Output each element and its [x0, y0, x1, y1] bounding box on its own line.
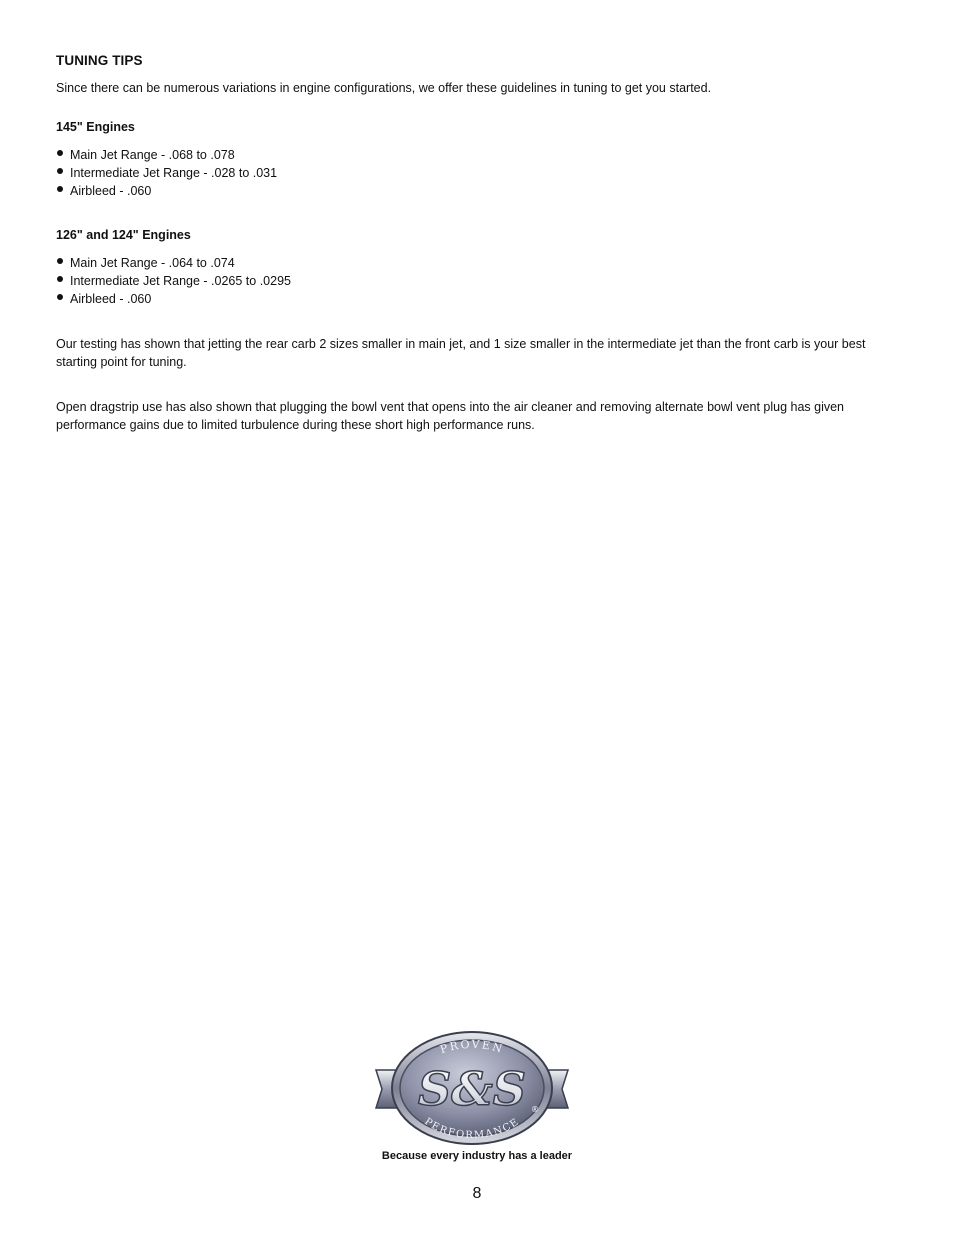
svg-text:S&S: S&S — [418, 1062, 526, 1116]
bullet-icon — [57, 276, 63, 282]
bullet-icon — [57, 186, 63, 192]
svg-text:®: ® — [531, 1105, 539, 1114]
svg-text:PERFORMANCE: PERFORMANCE — [422, 1116, 522, 1142]
page-title: TUNING TIPS — [56, 53, 143, 68]
bullet-icon — [57, 168, 63, 174]
svg-text:PROVEN: PROVEN — [438, 1037, 506, 1057]
ss-logo-emblem-icon — [372, 1022, 572, 1152]
list-item: Intermediate Jet Range - .0265 to .0295 — [56, 272, 291, 290]
bullet-icon — [57, 258, 63, 264]
intro-text: Since there can be numerous variations in engine configurations, we offer these guidelines in tuning to get you started. — [56, 81, 712, 95]
paragraph-dragstrip: Open dragstrip use has also shown that plugging the bowl vent that opens into the air cleaner and removing alternate bowl vent plug has given performance gains due to limited turbulence during these short high performance runs. — [56, 400, 845, 432]
section-heading-145: 145" Engines — [56, 120, 135, 134]
list-item: Airbleed - .060 — [56, 182, 277, 200]
tagline: Because every industry has a leader — [381, 1150, 573, 1162]
section-heading-126-124: 126" and 124" Engines — [56, 228, 191, 242]
bullet-list-145 — [56, 146, 277, 200]
paragraph-jetting: Our testing has shown that jetting the rear carb 2 sizes smaller in main jet, and 1 size smaller in the intermediate jet than the front carb is your best starting point for tuning. — [56, 337, 866, 369]
list-item: Main Jet Range - .068 to .078 — [56, 146, 277, 164]
bullet-icon — [57, 294, 63, 300]
list-item: Intermediate Jet Range - .028 to .031 — [56, 164, 277, 182]
list-item: Airbleed - .060 — [56, 290, 291, 308]
ss-logo — [372, 1022, 572, 1152]
bullet-list-126-124 — [56, 254, 291, 308]
bullet-icon — [57, 150, 63, 156]
list-item: Main Jet Range - .064 to .074 — [56, 254, 291, 272]
page-number: 8 — [472, 1185, 482, 1202]
